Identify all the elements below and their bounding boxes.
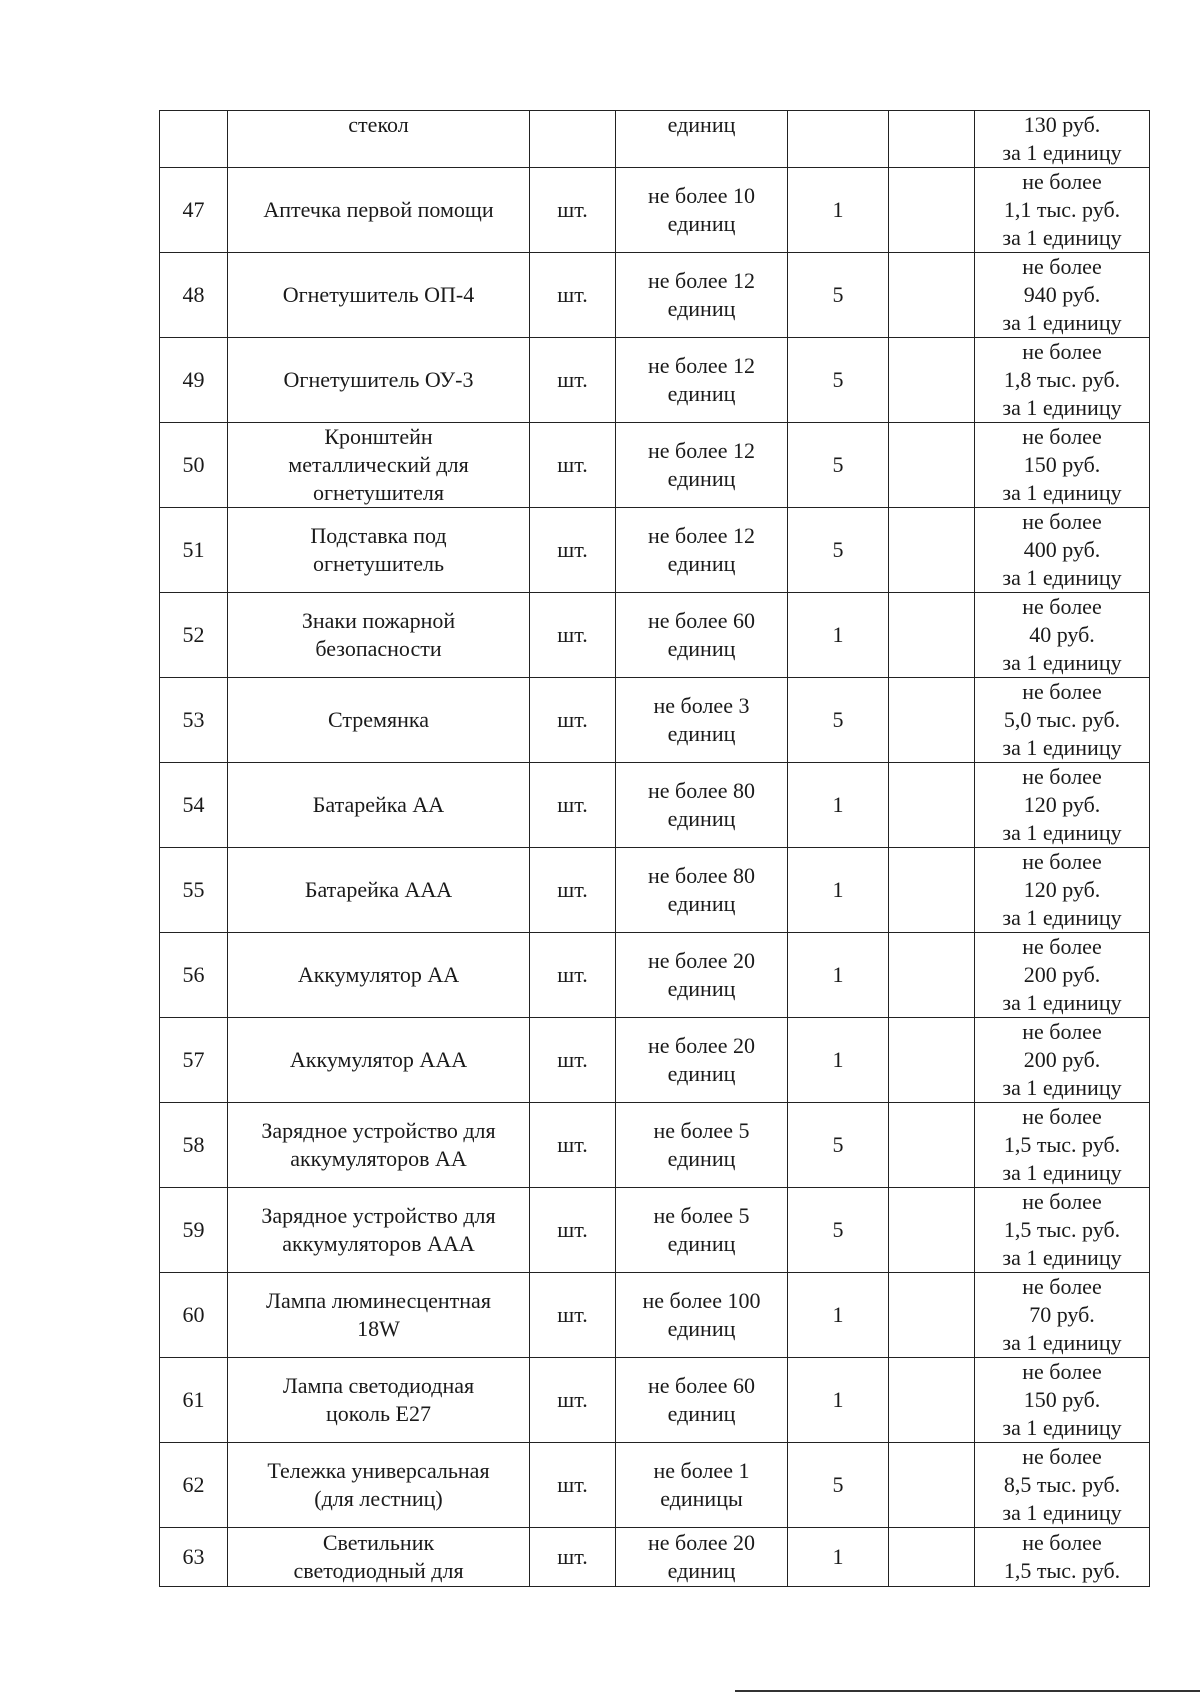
- cell-qty-line: единиц: [667, 551, 736, 576]
- cell-name-line: Стремянка: [328, 707, 429, 732]
- cell-price-line: за 1 единицу: [1002, 1330, 1122, 1355]
- cell-price-line: за 1 единицу: [1002, 1500, 1122, 1525]
- cell-name: [228, 678, 530, 763]
- cell-period: 5: [788, 678, 889, 763]
- cell-price-line: 5,0 тыс. руб.: [1003, 707, 1121, 732]
- cell-name: [228, 1273, 530, 1358]
- cell-qty: [616, 933, 788, 1018]
- cell-period: 1: [788, 168, 889, 253]
- cell-period: 5: [788, 338, 889, 423]
- cell-qty-line: единиц: [667, 466, 736, 491]
- cell-name: [228, 423, 530, 508]
- cell-price: [975, 253, 1150, 338]
- cell-empty: [889, 423, 975, 508]
- cell-name-line: Кронштейн: [324, 424, 433, 449]
- cell-qty: [616, 848, 788, 933]
- cell-price: [975, 1018, 1150, 1103]
- table-body: [160, 111, 1150, 1587]
- cell-num: 55: [160, 848, 228, 933]
- cell-name-line: Подставка под: [310, 523, 447, 548]
- cell-period: 5: [788, 1443, 889, 1528]
- cell-price-line: не более: [1022, 339, 1102, 364]
- table-row: [160, 1018, 1150, 1103]
- cell-qty-line: не более 3: [653, 693, 750, 718]
- cell-period: 1: [788, 933, 889, 1018]
- cell-period: 1: [788, 593, 889, 678]
- cell-price-line: не более: [1022, 169, 1102, 194]
- cell-qty: [616, 1273, 788, 1358]
- cell-price-line: за 1 единицу: [1002, 480, 1122, 505]
- cell-qty-line: единиц: [667, 806, 736, 831]
- cell-unit: шт.: [530, 1103, 616, 1188]
- cell-price-line: не более: [1022, 1104, 1102, 1129]
- cell-price-line: за 1 единицу: [1002, 565, 1122, 590]
- cell-num: 61: [160, 1358, 228, 1443]
- cell-price: [975, 1443, 1150, 1528]
- cell-name-line: 18W: [357, 1316, 400, 1341]
- cell-price-line: не более: [1022, 1530, 1102, 1555]
- cell-qty-line: не более 80: [648, 778, 755, 803]
- cell-period: 1: [788, 763, 889, 848]
- cell-empty: [889, 1443, 975, 1528]
- cell-qty-line: единиц: [667, 211, 736, 236]
- cell-price: [975, 933, 1150, 1018]
- cell-price-line: не более: [1022, 679, 1102, 704]
- cell-price-line: 70 руб.: [1029, 1302, 1095, 1327]
- cell-empty: [889, 253, 975, 338]
- cell-num: 54: [160, 763, 228, 848]
- cell-unit: [530, 111, 616, 168]
- cell-name-line: светодиодный для: [293, 1558, 464, 1583]
- cell-qty-line: не более 12: [648, 523, 755, 548]
- cell-price-line: за 1 единицу: [1002, 990, 1122, 1015]
- cell-num: 63: [160, 1528, 228, 1587]
- items-table: [159, 110, 1150, 1587]
- cell-price-line: 940 руб.: [1023, 282, 1101, 307]
- cell-qty: [616, 1103, 788, 1188]
- cell-qty-line: не более 12: [648, 268, 755, 293]
- cell-num: 48: [160, 253, 228, 338]
- cell-qty-line: единиц: [667, 721, 736, 746]
- cell-qty-line: не более 100: [642, 1288, 761, 1313]
- cell-qty: [616, 1443, 788, 1528]
- cell-name-line: безопасности: [315, 636, 442, 661]
- cell-num: 58: [160, 1103, 228, 1188]
- cell-qty-line: единиц: [667, 1146, 736, 1171]
- cell-name-line: Знаки пожарной: [301, 608, 456, 633]
- cell-qty-line: не более 5: [653, 1203, 750, 1228]
- cell-name-line: (для лестниц): [314, 1486, 443, 1511]
- cell-empty: [889, 111, 975, 168]
- cell-price-line: 1,1 тыс. руб.: [1003, 197, 1121, 222]
- cell-name-line: Лампа люминесцентная: [266, 1288, 491, 1313]
- cell-price-line: не более: [1022, 424, 1102, 449]
- cell-empty: [889, 763, 975, 848]
- cell-price-line: за 1 единицу: [1002, 905, 1122, 930]
- cell-price-line: за 1 единицу: [1002, 1075, 1122, 1100]
- cell-num: 53: [160, 678, 228, 763]
- cell-empty: [889, 848, 975, 933]
- cell-qty-line: не более 20: [648, 1530, 755, 1555]
- cell-empty: [889, 1358, 975, 1443]
- cell-price-line: не более: [1022, 1444, 1102, 1469]
- cell-price: [975, 1528, 1150, 1587]
- cell-unit: шт.: [530, 1018, 616, 1103]
- cell-num: 51: [160, 508, 228, 593]
- cell-qty-line: единиц: [667, 636, 736, 661]
- cell-num: 47: [160, 168, 228, 253]
- table-row: [160, 253, 1150, 338]
- cell-name-line: Огнетушитель ОП-4: [282, 282, 475, 307]
- cell-unit: шт.: [530, 593, 616, 678]
- cell-price-line: 120 руб.: [1023, 792, 1101, 817]
- cell-qty: [616, 1528, 788, 1587]
- cell-name: [228, 253, 530, 338]
- table-row: [160, 1358, 1150, 1443]
- cell-num: 60: [160, 1273, 228, 1358]
- cell-qty: [616, 338, 788, 423]
- cell-qty: [616, 1018, 788, 1103]
- cell-qty-line: единиц: [667, 381, 736, 406]
- cell-price: [975, 423, 1150, 508]
- cell-name: [228, 508, 530, 593]
- cell-empty: [889, 508, 975, 593]
- cell-price-line: 1,5 тыс. руб.: [1003, 1217, 1121, 1242]
- cell-price-line: за 1 единицу: [1002, 1415, 1122, 1440]
- cell-price: [975, 1103, 1150, 1188]
- cell-price-line: не более: [1022, 1189, 1102, 1214]
- cell-qty-line: единиц: [667, 1061, 736, 1086]
- cell-qty-line: не более 12: [648, 438, 755, 463]
- cell-num: 62: [160, 1443, 228, 1528]
- cell-qty-line: единиц: [667, 1558, 736, 1583]
- cell-unit: шт.: [530, 678, 616, 763]
- cell-price-line: 150 руб.: [1023, 452, 1101, 477]
- cell-price-line: 130 руб.: [1023, 112, 1101, 137]
- cell-price-line: не более: [1022, 764, 1102, 789]
- cell-empty: [889, 593, 975, 678]
- table-row: [160, 423, 1150, 508]
- cell-name-line: Тележка универсальная: [267, 1458, 490, 1483]
- cell-unit: шт.: [530, 508, 616, 593]
- cell-num: 57: [160, 1018, 228, 1103]
- cell-price-line: за 1 единицу: [1002, 820, 1122, 845]
- cell-unit: шт.: [530, 1528, 616, 1587]
- cell-qty-line: не более 10: [648, 183, 755, 208]
- cell-price-line: не более: [1022, 254, 1102, 279]
- cell-empty: [889, 678, 975, 763]
- table-row: [160, 111, 1150, 168]
- cell-name-line: аккумуляторов АА: [290, 1146, 467, 1171]
- cell-price: [975, 168, 1150, 253]
- cell-price: [975, 678, 1150, 763]
- footer-rule: [735, 1690, 1200, 1692]
- cell-price: [975, 1358, 1150, 1443]
- cell-price-line: 1,5 тыс. руб.: [1003, 1132, 1121, 1157]
- cell-price-line: за 1 единицу: [1002, 310, 1122, 335]
- cell-empty: [889, 1273, 975, 1358]
- cell-unit: шт.: [530, 933, 616, 1018]
- cell-name-line: Лампа светодиодная: [282, 1373, 475, 1398]
- cell-qty-line: не более 60: [648, 1373, 755, 1398]
- cell-period: 5: [788, 1103, 889, 1188]
- cell-price-line: не более: [1022, 594, 1102, 619]
- cell-empty: [889, 338, 975, 423]
- cell-price-line: не более: [1022, 1359, 1102, 1384]
- cell-price: [975, 1188, 1150, 1273]
- cell-num: 59: [160, 1188, 228, 1273]
- cell-period: 1: [788, 1528, 889, 1587]
- cell-num: 49: [160, 338, 228, 423]
- cell-name: [228, 1018, 530, 1103]
- cell-name-line: огнетушитель: [313, 551, 444, 576]
- cell-price: [975, 338, 1150, 423]
- cell-price: [975, 593, 1150, 678]
- cell-unit: шт.: [530, 253, 616, 338]
- cell-name: [228, 1188, 530, 1273]
- table-row: [160, 593, 1150, 678]
- cell-period: 5: [788, 1188, 889, 1273]
- cell-name-line: Зарядное устройство для: [261, 1118, 496, 1143]
- cell-qty: [616, 423, 788, 508]
- cell-unit: шт.: [530, 338, 616, 423]
- cell-unit: шт.: [530, 1443, 616, 1528]
- cell-qty-line: единиц: [667, 1401, 736, 1426]
- cell-price: [975, 1273, 1150, 1358]
- cell-empty: [889, 1528, 975, 1587]
- cell-price-line: 150 руб.: [1023, 1387, 1101, 1412]
- cell-period: 5: [788, 508, 889, 593]
- cell-price-line: 200 руб.: [1023, 1047, 1101, 1072]
- table-row: [160, 763, 1150, 848]
- cell-name-line: Аптечка первой помощи: [263, 197, 494, 222]
- cell-price-line: 120 руб.: [1023, 877, 1101, 902]
- cell-name: [228, 168, 530, 253]
- cell-empty: [889, 1188, 975, 1273]
- table-row: [160, 1188, 1150, 1273]
- cell-qty: [616, 508, 788, 593]
- cell-name-line: Батарейка ААА: [304, 877, 453, 902]
- cell-period: 1: [788, 1273, 889, 1358]
- cell-unit: шт.: [530, 423, 616, 508]
- cell-qty-line: единицы: [660, 1486, 743, 1511]
- cell-name: [228, 111, 530, 168]
- cell-name: [228, 848, 530, 933]
- cell-period: 5: [788, 423, 889, 508]
- cell-name-line: аккумуляторов ААА: [282, 1231, 475, 1256]
- cell-price-line: за 1 единицу: [1002, 225, 1122, 250]
- cell-price-line: 40 руб.: [1029, 622, 1095, 647]
- cell-empty: [889, 933, 975, 1018]
- cell-name: [228, 933, 530, 1018]
- cell-unit: шт.: [530, 763, 616, 848]
- cell-qty-line: единиц: [667, 976, 736, 1001]
- cell-unit: шт.: [530, 168, 616, 253]
- cell-qty: [616, 1188, 788, 1273]
- cell-qty: [616, 168, 788, 253]
- cell-num: [160, 111, 228, 168]
- cell-name: [228, 593, 530, 678]
- cell-name: [228, 1358, 530, 1443]
- cell-price-line: не более: [1022, 934, 1102, 959]
- cell-qty-line: единиц: [667, 296, 736, 321]
- cell-period: 1: [788, 1018, 889, 1103]
- cell-price-line: за 1 единицу: [1002, 650, 1122, 675]
- cell-price-line: за 1 единицу: [1002, 1160, 1122, 1185]
- cell-name: [228, 1528, 530, 1587]
- table-row: [160, 1443, 1150, 1528]
- table-row: [160, 933, 1150, 1018]
- cell-price-line: за 1 единицу: [1002, 395, 1122, 420]
- cell-unit: шт.: [530, 1358, 616, 1443]
- table-row: [160, 848, 1150, 933]
- cell-period: 1: [788, 1358, 889, 1443]
- cell-price-line: 1,5 тыс. руб.: [1003, 1558, 1121, 1583]
- table-row: [160, 1273, 1150, 1358]
- cell-qty: [616, 1358, 788, 1443]
- table-row: [160, 168, 1150, 253]
- cell-qty-line: не более 1: [653, 1458, 750, 1483]
- cell-qty-line: не более 20: [648, 948, 755, 973]
- cell-price-line: не более: [1022, 849, 1102, 874]
- cell-price: [975, 763, 1150, 848]
- cell-name: [228, 338, 530, 423]
- cell-price-line: 200 руб.: [1023, 962, 1101, 987]
- cell-price: [975, 508, 1150, 593]
- cell-qty-line: не более 60: [648, 608, 755, 633]
- cell-name-line: стекол: [348, 112, 409, 137]
- cell-name-line: Зарядное устройство для: [261, 1203, 496, 1228]
- cell-unit: шт.: [530, 1273, 616, 1358]
- table-row: [160, 1103, 1150, 1188]
- cell-empty: [889, 1018, 975, 1103]
- cell-price: [975, 848, 1150, 933]
- cell-unit: шт.: [530, 1188, 616, 1273]
- cell-name: [228, 763, 530, 848]
- cell-qty: [616, 678, 788, 763]
- cell-price-line: 8,5 тыс. руб.: [1003, 1472, 1121, 1497]
- cell-name-line: цоколь Е27: [325, 1401, 431, 1426]
- cell-qty-line: единиц: [667, 112, 736, 137]
- cell-price-line: не более: [1022, 509, 1102, 534]
- cell-price-line: за 1 единицу: [1002, 735, 1122, 760]
- cell-price-line: за 1 единицу: [1002, 1245, 1122, 1270]
- cell-qty-line: единиц: [667, 1231, 736, 1256]
- cell-name-line: Батарейка АА: [312, 792, 445, 817]
- cell-name: [228, 1443, 530, 1528]
- cell-empty: [889, 1103, 975, 1188]
- cell-period: [788, 111, 889, 168]
- cell-price-line: не более: [1022, 1019, 1102, 1044]
- cell-name-line: Аккумулятор ААА: [289, 1047, 468, 1072]
- cell-price-line: за 1 единицу: [1002, 140, 1122, 165]
- cell-name-line: Светильник: [322, 1530, 435, 1555]
- cell-qty-line: не более 5: [653, 1118, 750, 1143]
- cell-name: [228, 1103, 530, 1188]
- cell-period: 5: [788, 253, 889, 338]
- cell-qty-line: не более 80: [648, 863, 755, 888]
- cell-qty: [616, 253, 788, 338]
- cell-unit: шт.: [530, 848, 616, 933]
- cell-num: 50: [160, 423, 228, 508]
- cell-qty: [616, 111, 788, 168]
- cell-qty: [616, 763, 788, 848]
- cell-qty-line: единиц: [667, 891, 736, 916]
- cell-price: [975, 111, 1150, 168]
- cell-period: 1: [788, 848, 889, 933]
- cell-price-line: 400 руб.: [1023, 537, 1101, 562]
- cell-empty: [889, 168, 975, 253]
- table-row: [160, 338, 1150, 423]
- cell-name-line: Аккумулятор АА: [297, 962, 460, 987]
- cell-name-line: огнетушителя: [312, 480, 445, 505]
- cell-qty-line: единиц: [667, 1316, 736, 1341]
- table-row: [160, 1528, 1150, 1587]
- cell-name-line: металлический для: [288, 452, 469, 477]
- cell-qty-line: не более 20: [648, 1033, 755, 1058]
- cell-name-line: Огнетушитель ОУ-3: [283, 367, 474, 392]
- cell-price-line: не более: [1022, 1274, 1102, 1299]
- cell-num: 52: [160, 593, 228, 678]
- cell-num: 56: [160, 933, 228, 1018]
- table-row: [160, 508, 1150, 593]
- table-row: [160, 678, 1150, 763]
- cell-qty: [616, 593, 788, 678]
- cell-price-line: 1,8 тыс. руб.: [1003, 367, 1121, 392]
- cell-qty-line: не более 12: [648, 353, 755, 378]
